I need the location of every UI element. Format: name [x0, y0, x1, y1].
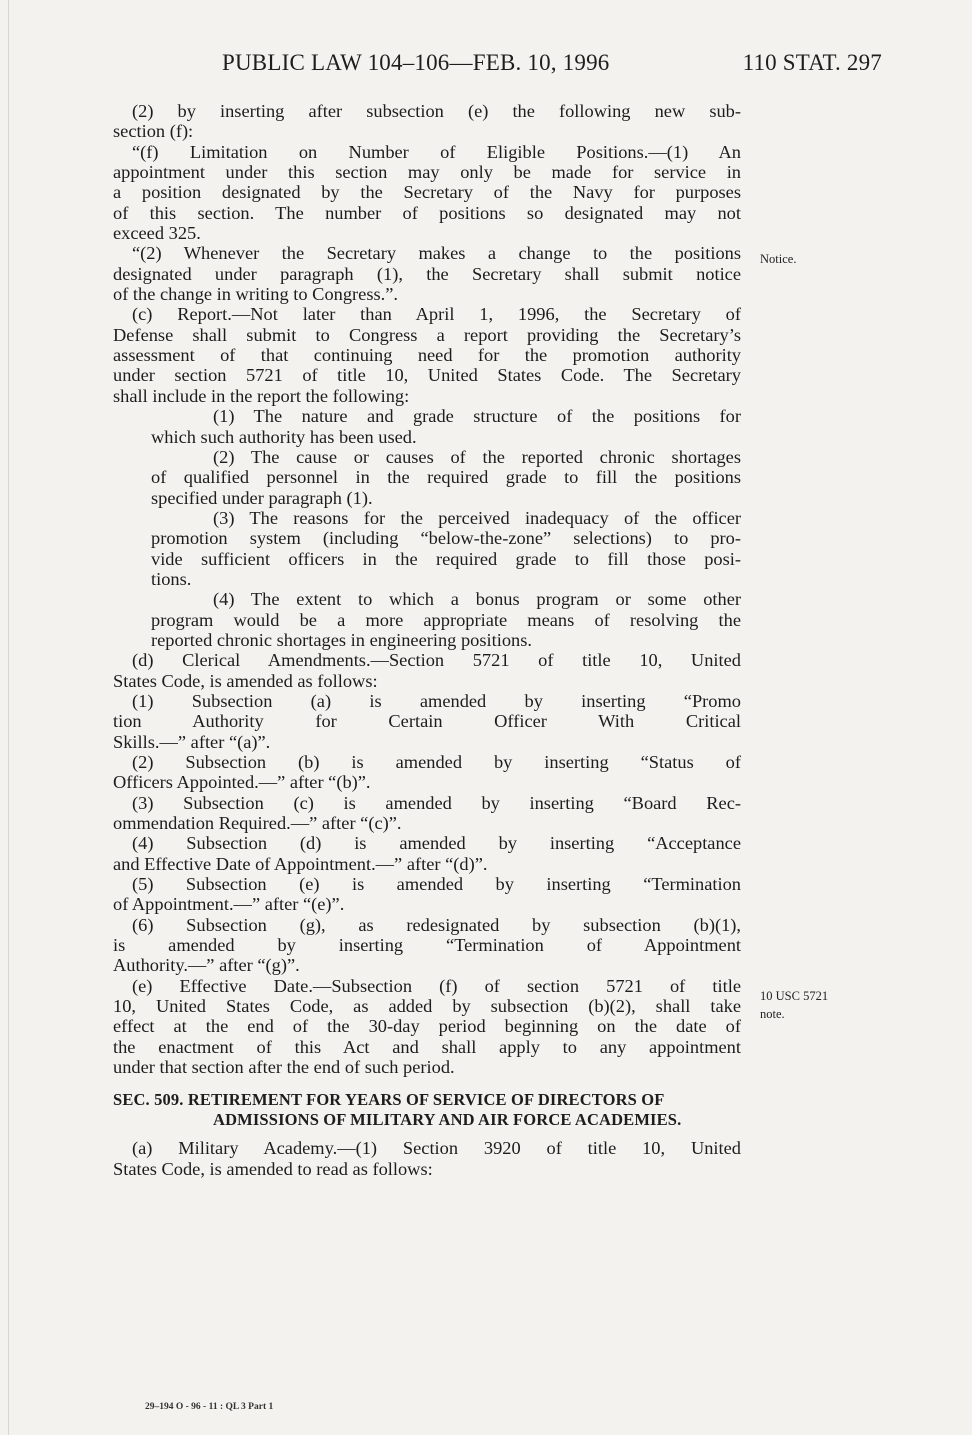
text-line: appointment under this section may only be made for service in	[113, 162, 741, 183]
text-line: (e) Effective Date.—Subsection (f) of section 5721 of title	[132, 975, 741, 996]
text-line: effect at the end of the 30-day period beginning on the date of	[113, 1016, 741, 1037]
text-line: tion Authority for Certain Officer With Critical	[113, 711, 741, 732]
text-line: section (f):	[113, 121, 194, 142]
text-line: (1) The nature and grade structure of the positions for	[213, 406, 741, 427]
text-line: which such authority has been used.	[151, 426, 417, 447]
text-line: (2) by inserting after subsection (e) the following new sub-	[132, 101, 741, 121]
text-line: Authority.—” after “(g)”.	[113, 955, 300, 976]
text-line: (d) Clerical Amendments.—Section 5721 of title 10, United	[132, 650, 741, 671]
section-heading-line-1: SEC. 509. RETIREMENT FOR YEARS OF SERVICE OF DIRECTORS OF	[113, 1089, 665, 1109]
text-line: (4) Subsection (d) is amended by inserting “Acceptance	[132, 833, 741, 854]
text-line: shall include in the report the following:	[113, 385, 410, 406]
text-line: and Effective Date of Appointment.—” after “(d)”.	[113, 853, 488, 874]
text-line: of qualified personnel in the required grade to fill the positions	[151, 467, 741, 488]
page-header	[222, 50, 882, 84]
text-line: Officers Appointed.—” after “(b)”.	[113, 772, 371, 793]
text-line: tions.	[151, 568, 192, 589]
text-line: (4) The extent to which a bonus program or some other	[213, 589, 741, 610]
text-line: (6) Subsection (g), as redesignated by subsection (b)(1),	[132, 914, 741, 935]
text-line: Defense shall submit to Congress a report providing the Secretary’s	[113, 324, 741, 345]
text-line: (c) Report.—Not later than April 1, 1996, the Secretary of	[132, 304, 741, 325]
text-line: (2) The cause or causes of the reported chronic shortages	[213, 446, 741, 467]
margin-note-usc-line2: note.	[760, 1007, 785, 1021]
text-line: “(2) Whenever the Secretary makes a change to the positions	[132, 243, 741, 264]
text-line: program would be a more appropriate means of resolving the	[151, 609, 741, 630]
text-line: of the change in writing to Congress.”.	[113, 284, 398, 305]
margin-note-usc	[760, 987, 828, 1023]
text-line: (3) Subsection (c) is amended by inserting “Board Rec-	[132, 792, 741, 813]
text-line: specified under paragraph (1).	[151, 487, 373, 508]
text-line: ommendation Required.—” after “(c)”.	[113, 813, 402, 834]
text-line: a position designated by the Secretary of the Navy for purposes	[113, 182, 741, 203]
scan-edge	[8, 0, 9, 1435]
text-line: vide sufficient officers in the required grade to fill those posi-	[151, 548, 741, 569]
text-line: reported chronic shortages in engineering positions.	[151, 629, 532, 650]
page-reference: 110 STAT. 297	[742, 50, 882, 75]
text-line: exceed 325.	[113, 223, 201, 244]
margin-note-usc-line1: 10 USC 5721	[760, 989, 829, 1003]
text-line: 10, United States Code, as added by subsection (b)(2), shall take	[113, 996, 741, 1017]
text-line: assessment of that continuing need for the promotion authority	[113, 345, 741, 366]
text-line: promotion system (including “below-the-zone” selections) to pro-	[151, 528, 741, 549]
section-heading-line-2: ADMISSIONS OF MILITARY AND AIR FORCE ACADEMIES.	[213, 1109, 682, 1129]
text-line: of Appointment.—” after “(e)”.	[113, 894, 345, 915]
text-line: designated under paragraph (1), the Secretary shall submit notice	[113, 263, 741, 284]
margin-note-notice: Notice.	[760, 252, 797, 266]
text-line: States Code, is amended to read as follows:	[113, 1158, 433, 1179]
text-line: States Code, is amended as follows:	[113, 670, 378, 691]
text-line: under that section after the end of such period.	[113, 1057, 455, 1078]
running-title: PUBLIC LAW 104–106—FEB. 10, 1996	[222, 50, 610, 75]
text-line: (3) The reasons for the perceived inadequacy of the officer	[213, 507, 741, 528]
text-line: the enactment of this Act and shall apply to any appointment	[113, 1036, 741, 1057]
text-line: (a) Military Academy.—(1) Section 3920 of title 10, United	[132, 1138, 741, 1159]
text-line: is amended by inserting “Termination of Appointment	[113, 935, 741, 956]
text-line: under section 5721 of title 10, United States Code. The Secretary	[113, 365, 741, 386]
text-line: “(f) Limitation on Number of Eligible Positions.—(1) An	[132, 141, 741, 162]
text-line: (1) Subsection (a) is amended by inserting “Promo	[132, 690, 741, 711]
text-line: (2) Subsection (b) is amended by inserting “Status of	[132, 752, 741, 772]
text-line: Skills.—” after “(a)”.	[113, 731, 271, 752]
text-line: (5) Subsection (e) is amended by inserting “Termination	[132, 874, 741, 895]
text-line: of this section. The number of positions so designated may not	[113, 202, 741, 223]
body-text	[113, 101, 741, 1179]
print-footer: 29–194 O - 96 - 11 : QL 3 Part 1	[145, 1402, 274, 1412]
